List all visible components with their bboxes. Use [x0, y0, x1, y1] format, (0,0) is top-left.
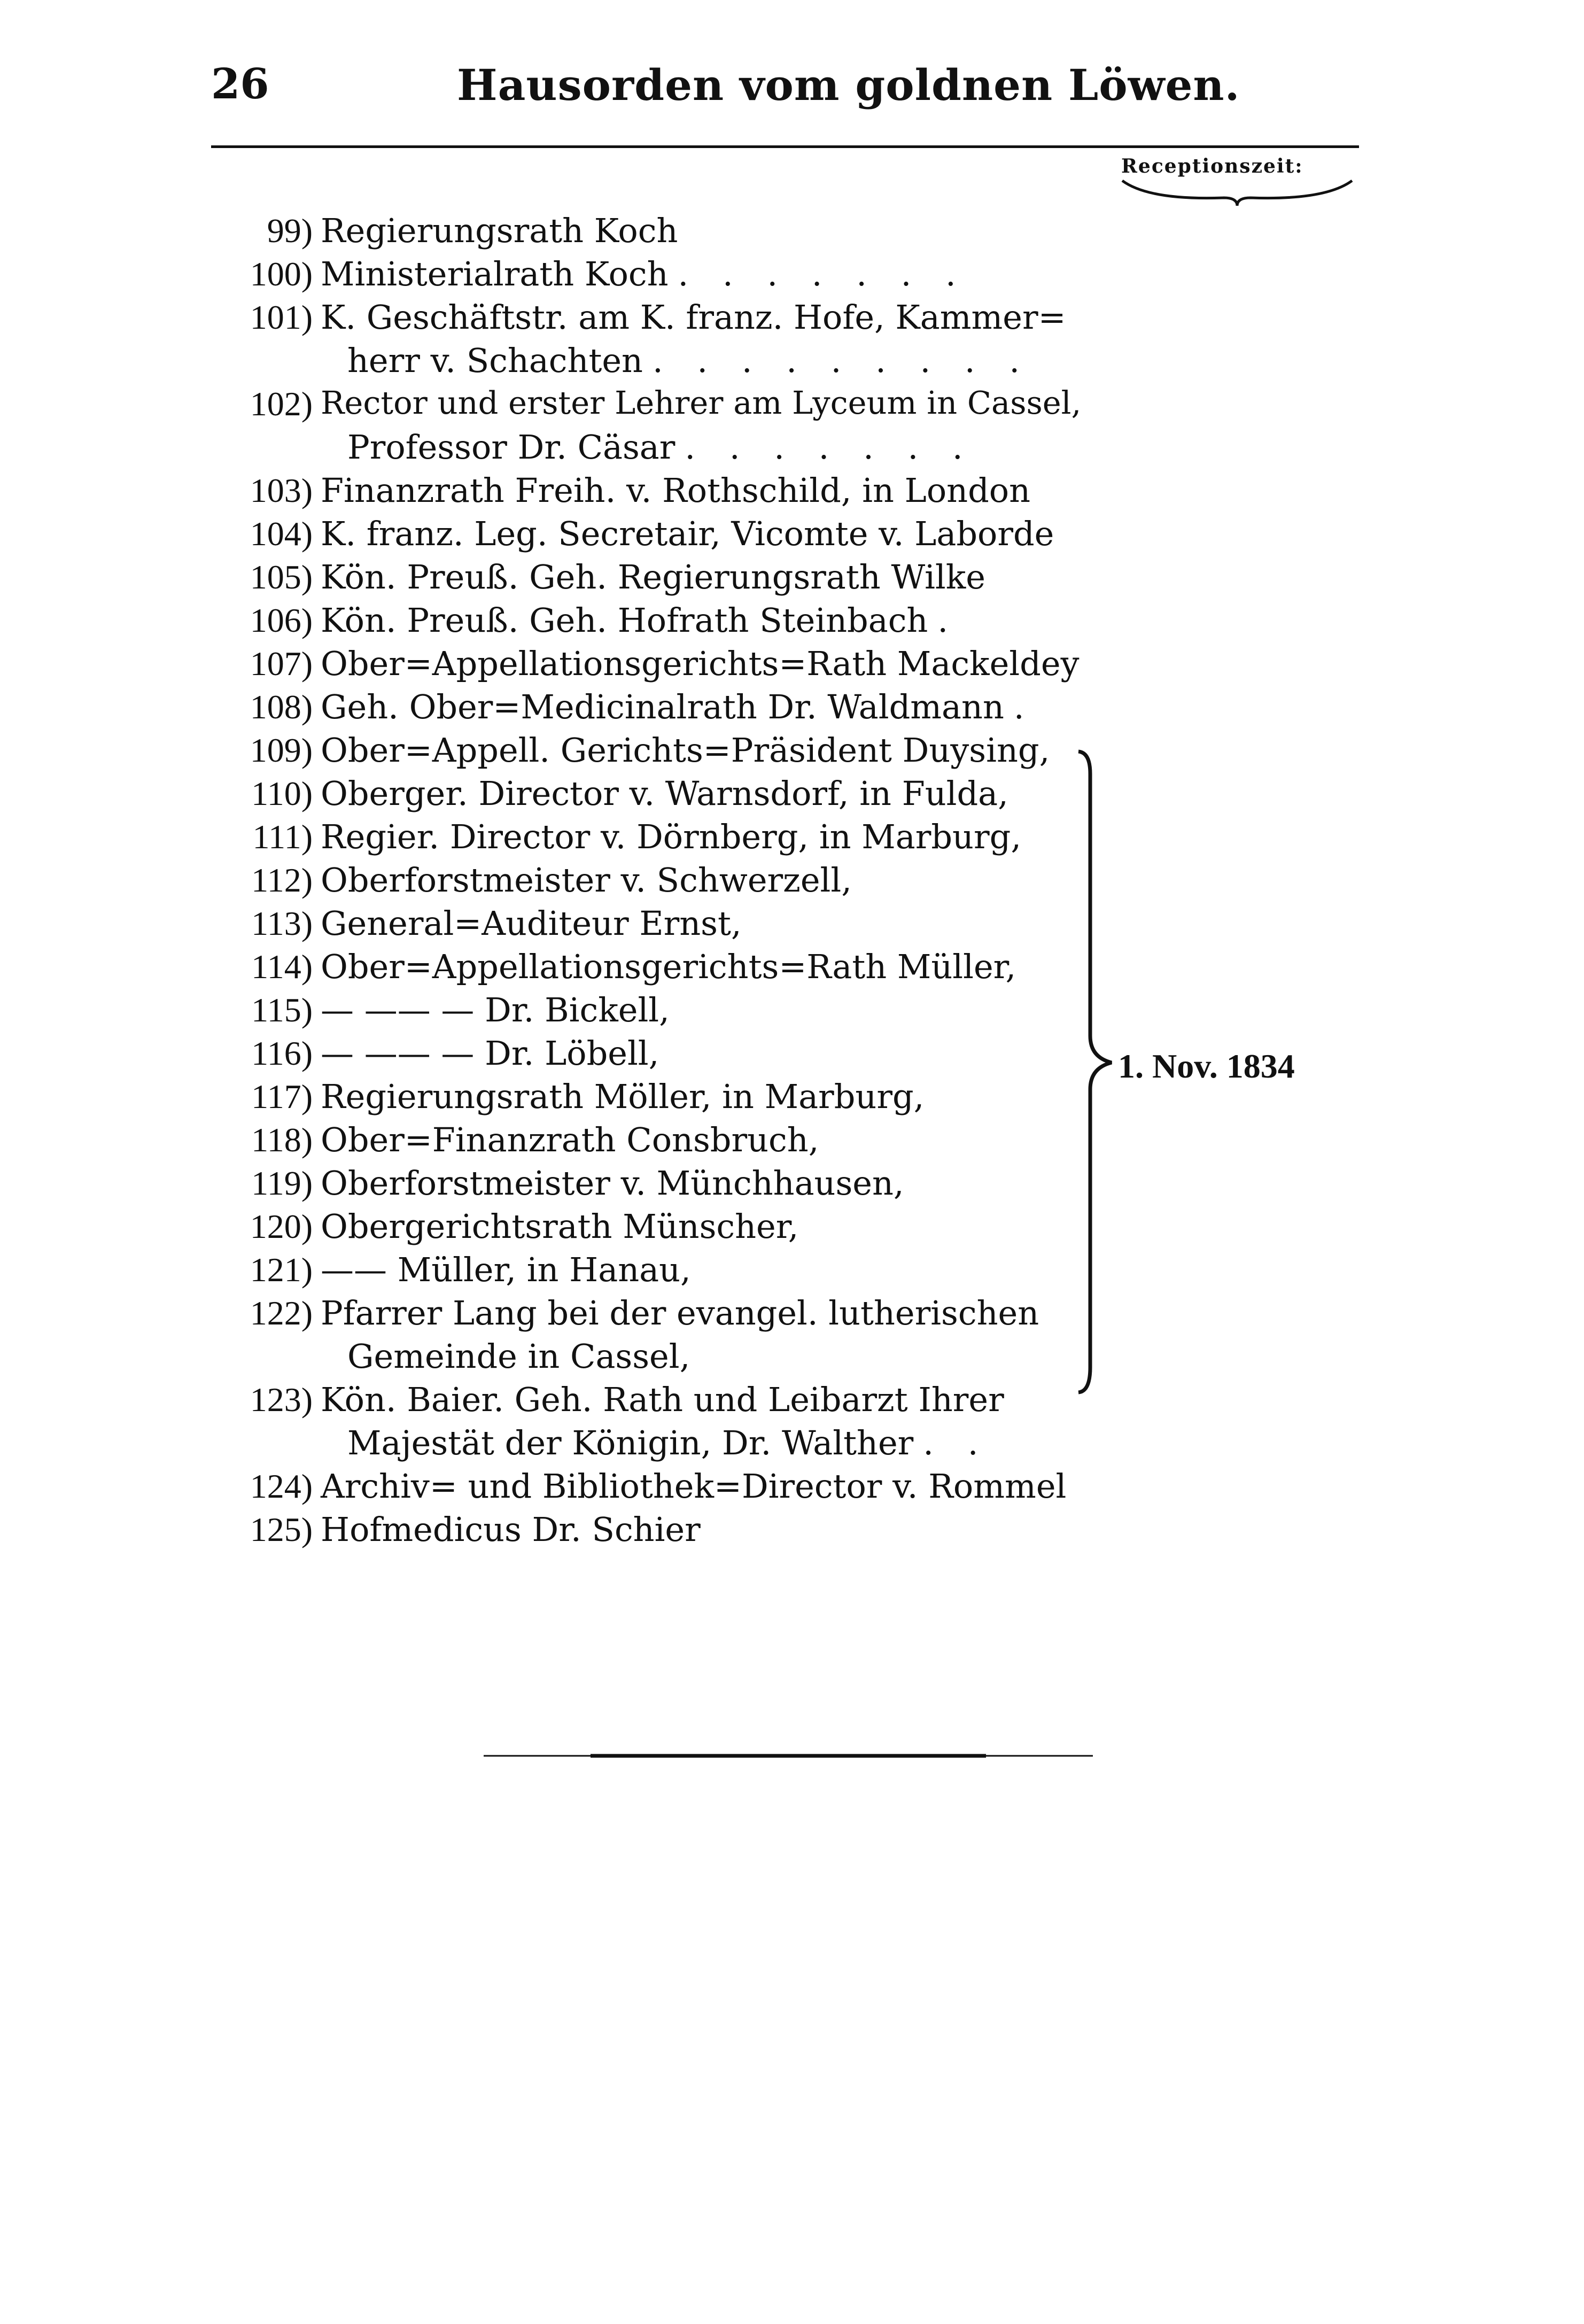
entry-name: Kön. Baier. Geh. Rath und Leibarzt Ihrer: [321, 1380, 1004, 1419]
entry-number: 107): [250, 645, 313, 683]
entry-number: 102): [250, 385, 313, 423]
entry-text: [321, 1164, 904, 1203]
entry-number: 120): [250, 1207, 313, 1245]
entry-number: 125): [250, 1510, 313, 1548]
entry-number: 106): [250, 601, 313, 639]
entry-number: 100): [250, 255, 313, 293]
entry-name: Geh. Ober=Medicinalrath Dr. Waldmann: [321, 687, 1004, 726]
entry-name: K. franz. Leg. Secretair, Vicomte v. Laborde: [321, 514, 1054, 553]
entry-text: [321, 1467, 1066, 1506]
entry-number: 116): [251, 1034, 313, 1072]
entry-name: Finanzrath Freih. v. Rothschild, in London: [321, 471, 1031, 510]
entry-text: [321, 904, 742, 943]
entry-text: [321, 298, 1066, 337]
entry-text: [321, 1293, 1039, 1333]
group-brace: [1074, 747, 1117, 1397]
entry-number: 122): [250, 1294, 313, 1332]
entry-name: Ober=Appellationsgerichts=Rath Müller,: [321, 947, 1016, 986]
entry-name: Regierungsrath Möller, in Marburg,: [321, 1077, 925, 1116]
entry-name: Ober=Appellationsgerichts=Rath Mackeldey: [321, 644, 1080, 683]
leader-dots: .: [1013, 687, 1036, 726]
entry-text: [321, 1250, 691, 1289]
leader-dots: . . . . . . . . .: [652, 341, 1032, 380]
entry-text: [321, 990, 670, 1029]
entry-name: Archiv= und Bibliothek=Director v. Rommel: [321, 1467, 1067, 1506]
leader-dots: .: [937, 601, 960, 640]
entry-name: Majestät der Königin, Dr. Walther: [347, 1423, 914, 1462]
entry-number: 110): [251, 774, 313, 812]
group-reception-date: 1. Nov. 1834: [1118, 1047, 1295, 1085]
entry-name: — —— — Dr. Bickell,: [321, 990, 670, 1029]
entry-text: [321, 557, 985, 597]
entry-number: 121): [250, 1251, 313, 1289]
page-number: 26: [211, 60, 269, 109]
entry-text: [321, 1510, 701, 1549]
entry-text: [321, 774, 1008, 813]
leader-dots: . . . . . . .: [678, 254, 968, 293]
entry-text: [321, 817, 1021, 856]
entry-text: [321, 471, 1030, 510]
entry-name: herr v. Schachten: [347, 341, 643, 380]
entry-text: [321, 254, 968, 293]
entry-name: — —— — Dr. Löbell,: [321, 1034, 659, 1073]
entry-name: Ober=Appell. Gerichts=Präsident Duysing,: [321, 731, 1050, 770]
entry-text: [321, 1034, 659, 1073]
entry-text: [321, 1207, 798, 1246]
entry-name: Oberforstmeister v. Münchhausen,: [321, 1164, 904, 1203]
entry-text: [321, 1077, 924, 1116]
entry-name: General=Auditeur Ernst,: [321, 904, 742, 943]
entry-name: —— Müller, in Hanau,: [321, 1250, 691, 1289]
entry-name: Oberforstmeister v. Schwerzell,: [321, 861, 852, 900]
entry-name: Kön. Preuß. Geh. Regierungsrath Wilke: [321, 557, 985, 597]
entry-text: [321, 211, 678, 250]
entry-name: Professor Dr. Cäsar: [347, 428, 675, 467]
entry-text: [347, 341, 1031, 380]
entry-name: Regierungsrath Koch: [321, 211, 678, 250]
entry-number: 111): [252, 818, 313, 856]
header-rule: [211, 145, 1359, 148]
entry-text: [321, 861, 852, 900]
entry-text: [321, 514, 1054, 553]
entry-number: 105): [250, 558, 313, 596]
entry-number: 109): [250, 731, 313, 769]
running-title: Hausorden vom goldnen Löwen.: [457, 60, 1240, 110]
entry-number: 108): [250, 688, 313, 726]
entry-number: 115): [251, 991, 313, 1029]
entry-text: [347, 1423, 990, 1462]
leader-dots: . . . . . . .: [685, 428, 975, 467]
entry-number: 112): [251, 861, 313, 899]
entry-text: [347, 428, 975, 467]
entry-number: 101): [250, 298, 313, 336]
entry-number: 124): [250, 1467, 313, 1505]
entry-name: K. Geschäftstr. am K. franz. Hofe, Kammer=: [321, 298, 1066, 337]
entry-number: 104): [250, 515, 313, 553]
entry-text: [321, 731, 1050, 770]
entry-name: Kön. Preuß. Geh. Hofrath Steinbach: [321, 601, 928, 640]
closing-ornament: [484, 1748, 1093, 1764]
entry-number: 117): [251, 1078, 313, 1115]
leader-dots: . .: [923, 1423, 990, 1462]
entry-text: [321, 1380, 1004, 1419]
entry-name: Regier. Director v. Dörnberg, in Marburg,: [321, 817, 1022, 856]
entry-number: 113): [251, 904, 313, 942]
entry-name: Obergerichtsrath Münscher,: [321, 1207, 799, 1246]
entry-name: Pfarrer Lang bei der evangel. lutherischen: [321, 1293, 1039, 1333]
entry-text: [321, 384, 1081, 421]
entry-name: Gemeinde in Cassel,: [347, 1337, 690, 1376]
column-caption: Receptionszeit:: [1121, 155, 1303, 177]
entry-name: Ministerialrath Koch: [321, 254, 669, 293]
caption-brace: [1117, 176, 1357, 208]
entry-number: 118): [251, 1121, 313, 1159]
entry-text: [321, 601, 960, 640]
entry-text: [347, 1337, 690, 1376]
entry-text: [321, 947, 1016, 986]
entry-number: 119): [251, 1164, 313, 1202]
entry-name: Ober=Finanzrath Consbruch,: [321, 1120, 819, 1159]
entry-name: Oberger. Director v. Warnsdorf, in Fulda,: [321, 774, 1008, 813]
entry-text: [321, 644, 1080, 683]
entry-name: Hofmedicus Dr. Schier: [321, 1510, 701, 1549]
entry-number: 114): [251, 948, 313, 986]
entry-number: 123): [250, 1381, 313, 1419]
entry-text: [321, 687, 1036, 726]
entry-number: 99): [267, 212, 313, 250]
entry-number: 103): [250, 471, 313, 509]
entry-name: Rector und erster Lehrer am Lyceum in Cassel,: [321, 384, 1082, 421]
entry-text: [321, 1120, 819, 1159]
